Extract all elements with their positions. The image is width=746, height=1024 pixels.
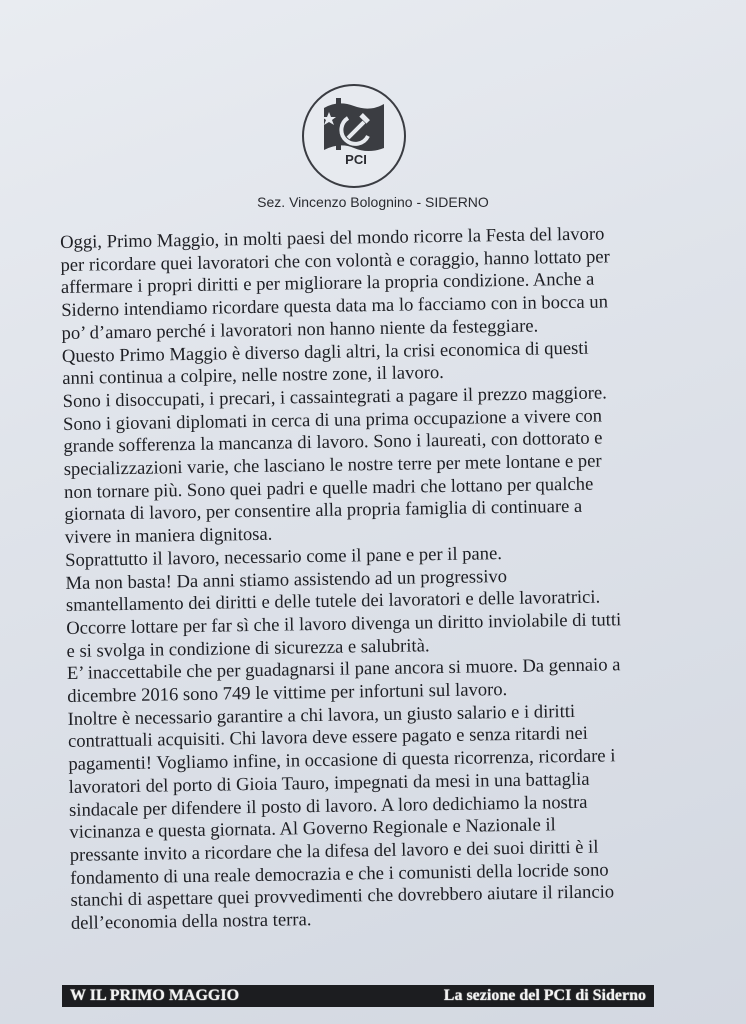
body-line: Sono i giovani diplomati in cerca di una prima occupazione a vivere con <box>62 405 603 435</box>
footer-signature: La sezione del PCI di Siderno <box>443 987 646 1004</box>
footer-banner <box>62 985 654 1007</box>
body-line: sindacale per difendere il posto di lavoro. A loro dedichiamo la nostra <box>68 791 588 821</box>
logo-label: PCI <box>345 152 367 167</box>
body-line: Siderno intendiamo ricordare questa data ma lo facciamo con in bocca un <box>61 291 609 322</box>
body-line: specializzazioni varie, che lasciano le nostre terre per mete lontane e per <box>63 450 602 481</box>
body-line: Ma non basta! Da anni stiamo assistendo ad un progressivo <box>65 565 508 594</box>
pci-logo <box>302 84 408 190</box>
body-line: stanchi di aspettare quei provvedimenti che dovrebbero aiutare il rilancio <box>70 881 615 912</box>
body-line: contrattuali acquisiti. Chi lavora deve essere pagato e senza ritardi nei <box>67 723 589 753</box>
body-line: Questo Primo Maggio è diverso dagli altri, la crisi economica di questi <box>61 337 589 367</box>
body-line: Soprattutto il lavoro, necessario come il pane e per il pane. <box>64 542 503 571</box>
body-line: e si svolga in condizione di sicurezza e salubrità. <box>66 634 430 662</box>
body-line: anni continua a colpire, nelle nostre zone, il lavoro. <box>62 362 444 390</box>
body-line: dicembre 2016 sono 749 le vittime per infortuni sul lavoro. <box>67 679 508 708</box>
body-line: affermare i propri diritti e per migliorare la propria condizione. Anche a <box>60 269 595 299</box>
body-line: vivere in maniera dignitosa. <box>64 523 273 549</box>
body-line: dell’economia della nostra terra. <box>70 909 312 935</box>
body-line: po’ d’amaro perché i lavoratori non hanno niente da festeggiare. <box>61 315 539 344</box>
body-line: smantellamento dei diritti e delle tutele dei lavoratori e delle lavoratrici. <box>65 586 601 617</box>
body-line: vicinanza e questa giornata. Al Governo Regionale e Nazionale il <box>69 814 556 844</box>
body-line: Occorre lottare per far sì che il lavoro divenga un diritto inviolabile di tutti <box>66 609 622 639</box>
body-line: pagamenti! Vogliamo infine, in occasione di questa ricorrenza, ricordare i <box>68 745 616 776</box>
footer-slogan: W IL PRIMO MAGGIO <box>70 987 240 1004</box>
hammer-sickle-flag-icon <box>318 98 390 154</box>
letter-body <box>60 222 731 936</box>
body-line: Sono i disoccupati, i precari, i cassaintegrati a pagare il prezzo maggiore. <box>62 382 607 412</box>
body-line: fondamento di una reale democrazia e che i comunisti della locride sono <box>69 859 609 889</box>
body-line: per ricordare quei lavoratori che con volontà e coraggio, hanno lottato per <box>60 246 610 276</box>
body-line: Inoltre è necessario garantire a chi lavora, un giusto salario e i diritti <box>67 700 576 730</box>
section-name: Sez. Vincenzo Bolognino - SIDERNO <box>257 194 489 210</box>
body-line: Oggi, Primo Maggio, in molti paesi del mondo ricorre la Festa del lavoro <box>60 223 605 253</box>
body-line: grande sofferenza la mancanza di lavoro. Sono i laureati, con dottorato e <box>63 427 603 458</box>
body-line: lavoratori del porto di Gioia Tauro, impegnati da mesi in una battaglia <box>68 768 590 798</box>
logo-circle <box>302 84 406 188</box>
body-line: E’ inaccettabile che per guadagnarsi il pane ancora si muore. Da gennaio a <box>66 654 621 685</box>
body-line: pressante invito a ricordare che la difesa del lavoro e dei suoi diritti è il <box>69 836 599 866</box>
body-line: non tornare più. Sono quei padri e quelle madri che lottano per qualche <box>63 473 594 503</box>
body-line: giornata di lavoro, per consentire alla propria famiglia di continuare a <box>64 496 583 526</box>
